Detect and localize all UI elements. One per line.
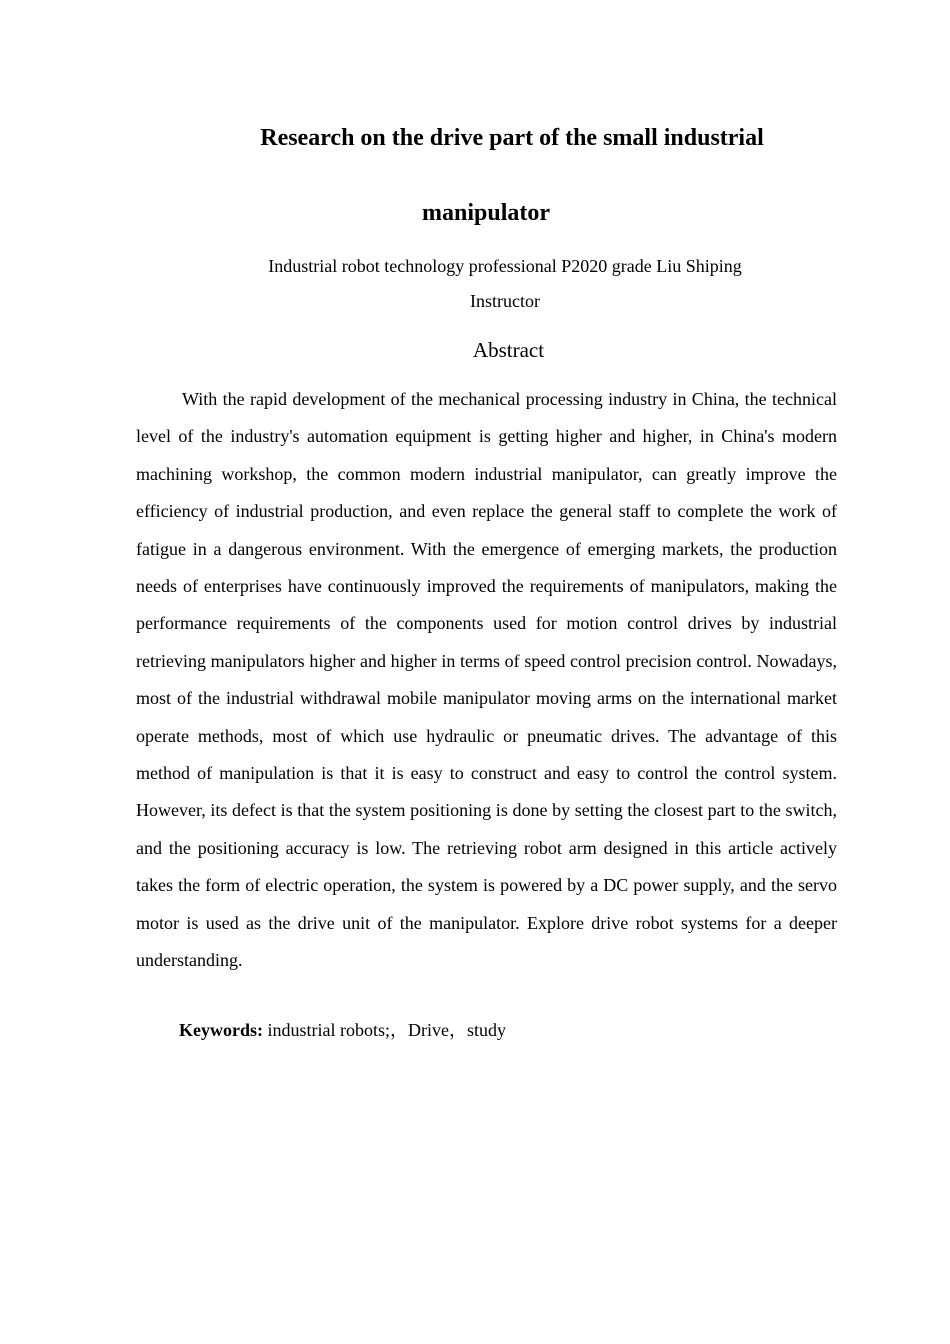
keywords-line [179,1019,506,1041]
keywords-label: Keywords: [179,1020,263,1040]
instructor-line: Instructor [470,291,540,311]
title-line-2: manipulator [421,200,550,226]
abstract-heading: Abstract [472,338,545,362]
abstract-body: With the rapid development of the mechanical processing industry in China, the technical level of the industry's automation equipment is getting higher and higher, in China's modern machining workshop, the common modern industrial manipulator, can greatly improve the efficiency of industrial production, and even replace the general staff to complete the work of fatigue in a dangerous environment. With the emergence of emerging markets, the production needs of enterprises have continuously improved the requirements of manipulators, making the performance requirements of the components used for motion control drives by industrial retrieving manipulators higher and higher in terms of speed control precision control. Nowadays, most of the industrial withdrawal mobile manipulator moving arms on the international market operate methods, most of which use hydraulic or pneumatic drives. The advantage of this method of manipulation is that it is easy to construct and easy to control the control system. However, its defect is that the system positioning is done by setting the closest part to the switch, and the positioning accuracy is low. The retrieving robot arm designed in this article actively takes the form of electric operation, the system is powered by a DC power supply, and the servo motor is used as the drive unit of the manipulator. Explore drive robot systems for a deeper understanding. [136,389,837,971]
author-line: Industrial robot technology professional P2020 grade Liu Shiping [268,256,742,276]
keywords-value: industrial robots;，Drive，study [263,1020,506,1040]
title-line-1: Research on the drive part of the small industrial [260,125,764,151]
